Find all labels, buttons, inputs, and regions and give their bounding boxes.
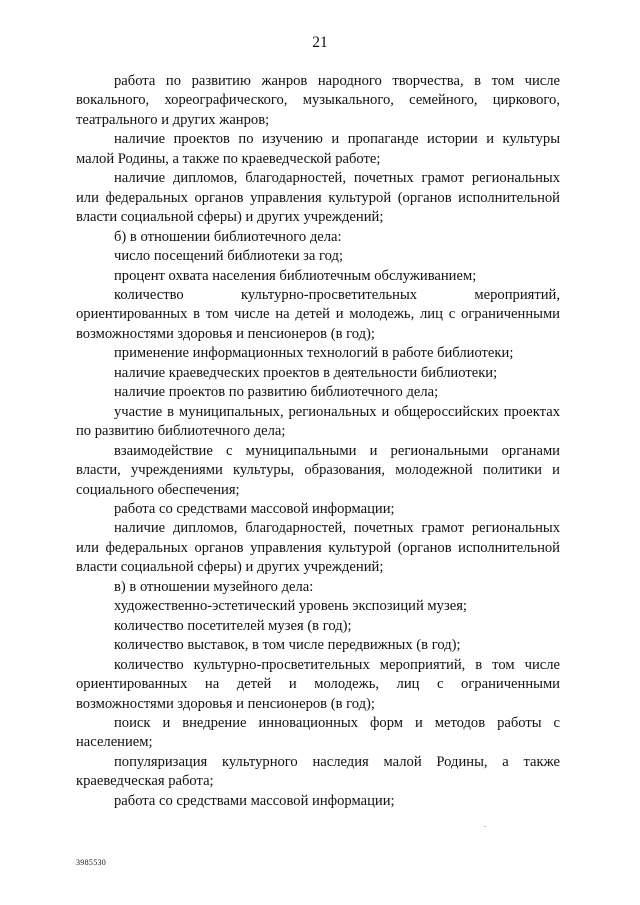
- paragraph: количество посетителей музея (в год);: [114, 617, 352, 634]
- scan-speck: [484, 826, 486, 827]
- paragraph: число посещений библиотеки за год;: [114, 248, 344, 265]
- paragraph: наличие проектов по развитию библиотечного дела;: [114, 384, 439, 401]
- paragraph: количество культурно-просветительных мероприятий, в том числе ориентированных на детей и молодежь, лиц с ограниченными возможностями здоровья и пенсионеров (в год);: [76, 656, 560, 712]
- paragraph: взаимодействие с муниципальными и региональными органами власти, учреждениями культуры, образования, молодежной политики и социального обеспечения;: [76, 442, 560, 498]
- section-heading-museum: в) в отношении музейного дела:: [114, 578, 314, 595]
- paragraph: процент охвата населения библиотечным обслуживанием;: [114, 267, 477, 284]
- paragraph: количество культурно-просветительных мероприятий, ориентированных в том числе на детей и молодежь, лиц с ограниченными возможностями здоровья и пенсионеров (в год);: [76, 286, 560, 342]
- paragraph: наличие краеведческих проектов в деятельности библиотеки;: [114, 364, 498, 381]
- paragraph: количество выставок, в том числе передвижных (в год);: [114, 637, 461, 654]
- document-code: 3985530: [76, 858, 107, 867]
- paragraph: художественно-эстетический уровень экспозиций музея;: [114, 598, 467, 615]
- section-heading-library: б) в отношении библиотечного дела:: [114, 228, 342, 245]
- document-body: [76, 72, 560, 811]
- paragraph: наличие дипломов, благодарностей, почетных грамот региональных или федеральных органов управления культурой (органов исполнительной власти социальной сферы) и других учреждений;: [76, 520, 560, 576]
- paragraph: участие в муниципальных, региональных и общероссийских проектах по развитию библиотечного дела;: [76, 403, 560, 440]
- page-number: 21: [312, 34, 328, 51]
- paragraph: наличие дипломов, благодарностей, почетных грамот региональных или федеральных органов управления культурой (органов исполнительной власти социальной сферы) и других учреждений;: [76, 170, 560, 226]
- paragraph: работа со средствами массовой информации;: [114, 500, 395, 517]
- paragraph: применение информационных технологий в работе библиотеки;: [114, 345, 514, 362]
- paragraph: популяризация культурного наследия малой Родины, а также краеведческая работа;: [76, 753, 560, 790]
- paragraph: наличие проектов по изучению и пропаганде истории и культуры малой Родины, а также по краеведческой работе;: [76, 131, 560, 167]
- paragraph: работа по развитию жанров народного творчества, в том числе вокального, хореографического, музыкального, семейного, циркового, театрального и других жанров;: [76, 73, 560, 128]
- paragraph: работа со средствами массовой информации;: [114, 792, 395, 809]
- paragraph: поиск и внедрение инновационных форм и методов работы с населением;: [76, 714, 560, 751]
